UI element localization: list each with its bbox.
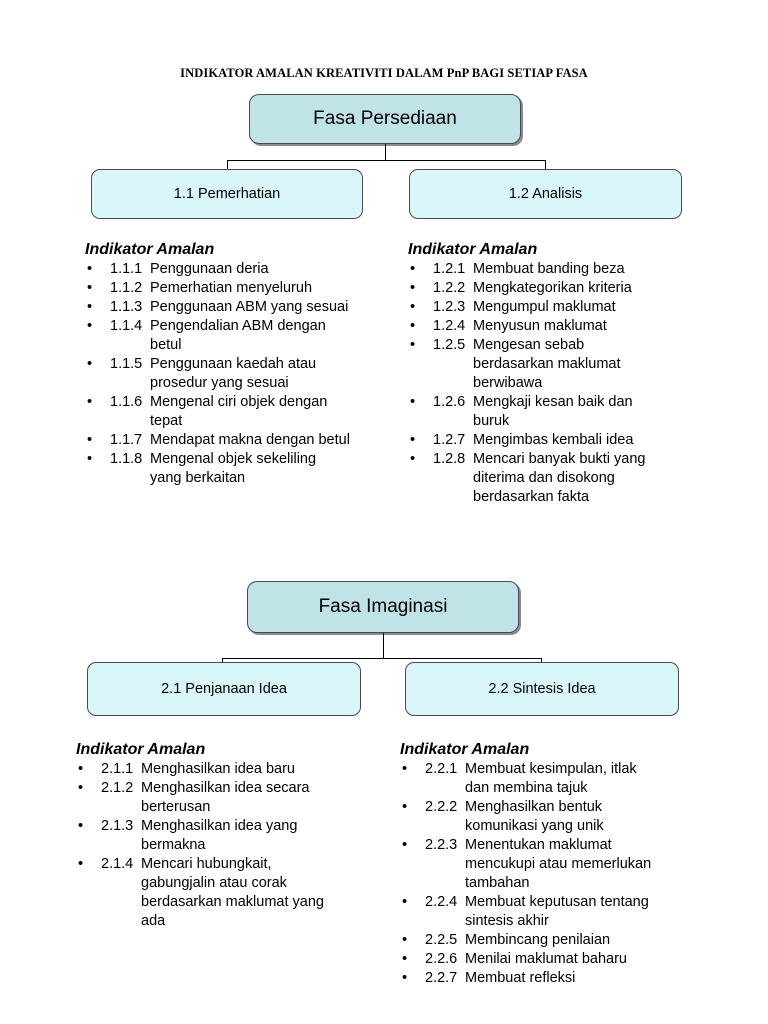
indicator-number: 1.2.8 bbox=[433, 451, 466, 467]
indicator-text: Menentukan maklumat bbox=[465, 837, 612, 853]
connector-line bbox=[222, 658, 542, 659]
indicator-item bbox=[400, 893, 720, 931]
indicator-number: 2.1.3 bbox=[101, 818, 134, 834]
indicator-text: Menghasilkan idea yang bbox=[141, 818, 298, 834]
indicator-number: 2.2.3 bbox=[425, 837, 458, 853]
indicator-item bbox=[85, 393, 395, 431]
connector-line bbox=[383, 633, 384, 659]
sub-box-label: 1.1 Pemerhatian bbox=[173, 186, 281, 202]
indicator-text: gabungjalin atau corak bbox=[141, 875, 287, 891]
indicator-item bbox=[400, 760, 720, 798]
indicator-heading: Indikator Amalan bbox=[76, 741, 206, 758]
indicator-text: Pengendalian ABM dengan bbox=[150, 318, 326, 334]
indicator-number: 2.2.2 bbox=[425, 799, 458, 815]
indicator-number: 2.1.1 bbox=[101, 761, 134, 777]
indicator-text: berdasarkan maklumat bbox=[473, 356, 621, 372]
indicator-item bbox=[408, 450, 708, 507]
indicator-text: diterima dan disokong bbox=[473, 470, 615, 486]
indicator-number: 1.1.8 bbox=[110, 451, 143, 467]
indicator-text: betul bbox=[150, 337, 182, 353]
indicator-text: Penggunaan ABM yang sesuai bbox=[150, 299, 349, 315]
indicator-text: Menghasilkan idea baru bbox=[141, 761, 295, 777]
indicator-text: Mencari hubungkait, bbox=[141, 856, 272, 872]
indicator-text: bermakna bbox=[141, 837, 206, 853]
indicator-number: 1.1.5 bbox=[110, 356, 143, 372]
indicator-number: 2.2.1 bbox=[425, 761, 458, 777]
indicator-heading: Indikator Amalan bbox=[85, 241, 215, 258]
indicator-text: mencukupi atau memerlukan bbox=[465, 856, 652, 872]
indicator-number: 1.2.5 bbox=[433, 337, 466, 353]
indicator-text: Menghasilkan idea secara bbox=[141, 780, 310, 796]
indicator-number: 1.2.2 bbox=[433, 280, 466, 296]
indicator-text: dan membina tajuk bbox=[465, 780, 588, 796]
indicator-text: komunikasi yang unik bbox=[465, 818, 604, 834]
indicator-list-1-2 bbox=[408, 240, 708, 507]
indicator-item bbox=[85, 355, 395, 393]
indicator-number: 1.2.4 bbox=[433, 318, 466, 334]
indicator-text: sintesis akhir bbox=[465, 913, 549, 929]
indicator-number: 1.1.4 bbox=[110, 318, 143, 334]
indicator-list-2-1 bbox=[76, 740, 376, 931]
indicator-number: 1.2.3 bbox=[433, 299, 466, 315]
sub-box-label: 2.1 Penjanaan Idea bbox=[161, 681, 287, 697]
indicator-number: 1.1.2 bbox=[110, 280, 143, 296]
indicator-item bbox=[408, 336, 708, 393]
phase-box-imaginasi bbox=[247, 581, 519, 633]
sub-box-sintesis-idea bbox=[405, 662, 679, 716]
indicator-item bbox=[400, 836, 720, 893]
indicator-item bbox=[400, 969, 720, 988]
indicator-text: tambahan bbox=[465, 875, 530, 891]
indicator-text: Mendapat makna dengan betul bbox=[150, 432, 350, 448]
phase-box-persediaan bbox=[249, 94, 521, 144]
indicator-text: berdasarkan maklumat yang bbox=[141, 894, 324, 910]
indicator-item bbox=[408, 431, 708, 450]
sub-box-analisis bbox=[409, 169, 682, 219]
sub-box-label: 1.2 Analisis bbox=[508, 186, 583, 202]
indicator-item bbox=[408, 393, 708, 431]
indicator-number: 1.2.1 bbox=[433, 261, 466, 277]
indicator-number: 2.2.4 bbox=[425, 894, 458, 910]
indicator-text: prosedur yang sesuai bbox=[150, 375, 289, 391]
indicator-number: 2.2.7 bbox=[425, 970, 458, 986]
indicator-text: Membuat banding beza bbox=[473, 261, 625, 277]
indicator-text: Mengesan sebab bbox=[473, 337, 585, 353]
indicator-item bbox=[85, 260, 395, 279]
indicator-item bbox=[85, 317, 395, 355]
indicator-list-1-1 bbox=[85, 240, 395, 488]
indicator-text: Membuat keputusan tentang bbox=[465, 894, 649, 910]
indicator-item bbox=[408, 298, 708, 317]
indicator-item bbox=[400, 798, 720, 836]
indicator-text: ada bbox=[141, 913, 166, 929]
indicator-number: 1.2.6 bbox=[433, 394, 466, 410]
indicator-item bbox=[76, 855, 376, 931]
indicator-text: Menilai maklumat baharu bbox=[465, 951, 627, 967]
indicator-text: Mengkategorikan kriteria bbox=[473, 280, 632, 296]
indicator-text: Pemerhatian menyeluruh bbox=[150, 280, 313, 296]
sub-box-label: 2.2 Sintesis Idea bbox=[488, 681, 596, 697]
indicator-item bbox=[408, 260, 708, 279]
indicator-item bbox=[76, 779, 376, 817]
indicator-text: tepat bbox=[150, 413, 183, 429]
indicator-text: Mengumpul maklumat bbox=[473, 299, 616, 315]
indicator-text: Mengenal ciri objek dengan bbox=[150, 394, 328, 410]
indicator-number: 2.2.6 bbox=[425, 951, 458, 967]
indicator-number: 1.2.7 bbox=[433, 432, 466, 448]
indicator-heading: Indikator Amalan bbox=[400, 741, 530, 758]
indicator-number: 1.1.6 bbox=[110, 394, 143, 410]
indicator-text: Mengkaji kesan baik dan bbox=[473, 394, 633, 410]
indicator-text: Membincang penilaian bbox=[465, 932, 611, 948]
indicator-text: Mencari banyak bukti yang bbox=[473, 451, 646, 467]
indicator-item bbox=[85, 279, 395, 298]
phase-title: Fasa Persediaan bbox=[313, 108, 457, 129]
indicator-item bbox=[400, 931, 720, 950]
indicator-text: Mengenal objek sekeliling bbox=[150, 451, 317, 467]
indicator-item bbox=[85, 431, 395, 450]
indicator-number: 1.1.3 bbox=[110, 299, 143, 315]
sub-box-penjanaan-idea bbox=[87, 662, 361, 716]
indicator-heading: Indikator Amalan bbox=[408, 241, 538, 258]
indicator-list-2-2 bbox=[400, 740, 720, 988]
indicator-text: Penggunaan kaedah atau bbox=[150, 356, 317, 372]
indicator-text: berterusan bbox=[141, 799, 211, 815]
indicator-number: 1.1.7 bbox=[110, 432, 143, 448]
indicator-item bbox=[400, 950, 720, 969]
connector-line bbox=[227, 160, 546, 161]
indicator-number: 2.1.4 bbox=[101, 856, 134, 872]
indicator-text: Mengimbas kembali idea bbox=[473, 432, 634, 448]
indicator-text: berwibawa bbox=[473, 375, 543, 391]
indicator-item bbox=[76, 760, 376, 779]
indicator-item bbox=[408, 279, 708, 298]
indicator-number: 2.1.2 bbox=[101, 780, 134, 796]
indicator-text: Penggunaan deria bbox=[150, 261, 269, 277]
indicator-text: buruk bbox=[473, 413, 510, 429]
sub-box-pemerhatian bbox=[91, 169, 363, 219]
indicator-text: Membuat kesimpulan, itlak bbox=[465, 761, 637, 777]
connector-line bbox=[385, 144, 386, 161]
indicator-text: berdasarkan fakta bbox=[473, 489, 590, 505]
indicator-item bbox=[85, 298, 395, 317]
indicator-number: 1.1.1 bbox=[110, 261, 143, 277]
indicator-text: Membuat refleksi bbox=[465, 970, 576, 986]
indicator-text: Menyusun maklumat bbox=[473, 318, 607, 334]
document-title: INDIKATOR AMALAN KREATIVITI DALAM PnP BAGI SETIAP FASA bbox=[180, 66, 588, 80]
indicator-item bbox=[76, 817, 376, 855]
indicator-item bbox=[85, 450, 395, 488]
indicator-item bbox=[408, 317, 708, 336]
indicator-number: 2.2.5 bbox=[425, 932, 458, 948]
phase-title: Fasa Imaginasi bbox=[318, 596, 448, 617]
indicator-text: Menghasilkan bentuk bbox=[465, 799, 603, 815]
indicator-text: yang berkaitan bbox=[150, 470, 246, 486]
